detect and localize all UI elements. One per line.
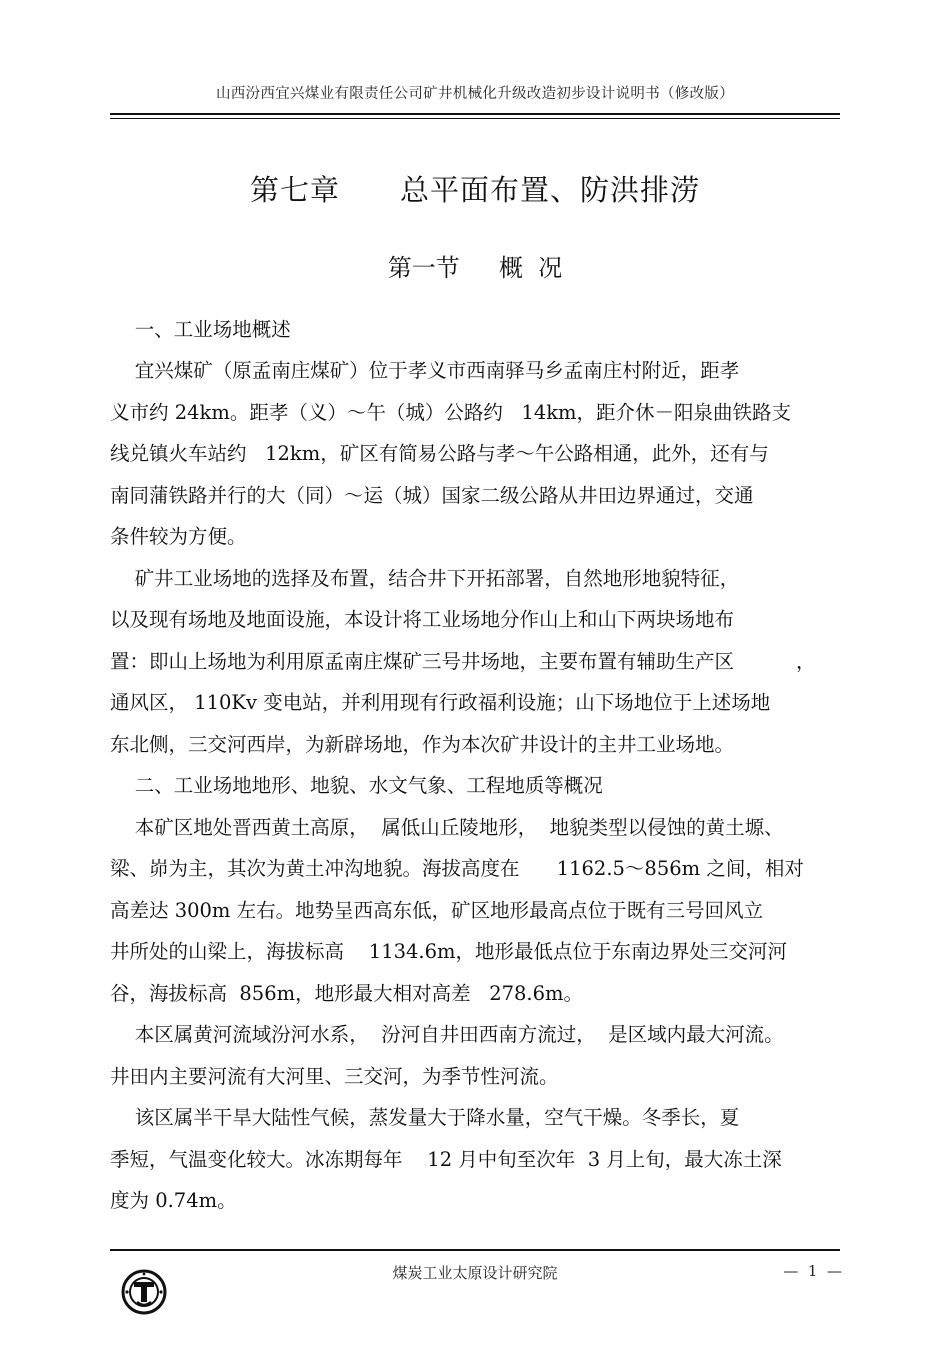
body-line: 以及现有场地及地面设施，本设计将工业场地分作山上和山下两块场地布 <box>110 608 735 631</box>
header-rule-thick <box>110 113 840 115</box>
body-line: 置：即山上场地为利用原孟南庄煤矿三号井场地，主要布置有辅助生产区 ， <box>110 650 816 673</box>
body-line: 井所处的山梁上，海拔标高 1134.6m，地形最低点位于东南边界处三交河河 <box>110 940 788 963</box>
header-rule-thin <box>110 118 840 119</box>
body-line: 二、工业场地地形、地貌、水文气象、工程地质等概况 <box>110 774 603 797</box>
footer-rule <box>110 1249 840 1251</box>
running-header: 山西汾西宜兴煤业有限责任公司矿井机械化升级改造初步设计说明书（修改版） <box>216 86 734 102</box>
body-line: 本区属黄河流域汾河水系， 汾河自井田西南方流过， 是区域内最大河流。 <box>110 1023 784 1046</box>
body-line: 度为 0.74m。 <box>110 1189 237 1212</box>
body-line: 本矿区地处晋西黄土高原， 属低山丘陵地形， 地貌类型以侵蚀的黄土塬、 <box>110 816 784 839</box>
body-line: 季短，气温变化较大。冰冻期每年 12 月中旬至次年 3 月上旬，最大冻土深 <box>110 1148 782 1171</box>
footer-institute: 煤炭工业太原设计研究院 <box>392 1264 558 1282</box>
body-line: 通风区， 110Kv 变电站，并利用现有行政福利设施；山下场地位于上述场地 <box>110 691 771 714</box>
body-line: 南同蒲铁路并行的大（同）～运（城）国家二级公路从井田边界通过，交通 <box>110 484 754 507</box>
body-line: 义市约 24km。距孝（义）～午（城）公路约 14km，距介休－阳泉曲铁路支 <box>110 401 792 424</box>
chapter-title: 第七章 总平面布置、防洪排涝 <box>249 173 700 207</box>
body-line: 东北侧，三交河西岸，为新辟场地，作为本次矿井设计的主井工业场地。 <box>110 733 735 756</box>
body-line: 井田内主要河流有大河里、三交河，为季节性河流。 <box>110 1065 559 1088</box>
body-line: 一、工业场地概述 <box>110 318 291 341</box>
body-line: 谷，海拔标高 856m，地形最大相对高差 278.6m。 <box>110 982 584 1005</box>
body-line: 矿井工业场地的选择及布置，结合井下开拓部署，自然地形地貌特征， <box>110 567 740 590</box>
body-line: 梁、峁为主，其次为黄土冲沟地貌。海拔高度在 1162.5～856m 之间，相对 <box>110 857 804 880</box>
body-line: 高差达 300m 左右。地势呈西高东低，矿区地形最高点位于既有三号回风立 <box>110 899 764 922</box>
body-line: 宜兴煤矿（原孟南庄煤矿）位于孝义市西南驿马乡孟南庄村附近，距孝 <box>110 359 740 382</box>
page-number: — 1 — <box>783 1262 842 1280</box>
body-line: 线兑镇火车站约 12km，矿区有简易公路与孝～午公路相通，此外，还有与 <box>110 442 769 465</box>
section-title: 第一节 概 况 <box>387 254 563 282</box>
body-line: 条件较为方便。 <box>110 525 247 548</box>
body-line: 该区属半干旱大陆性气候，蒸发量大于降水量，空气干燥。冬季长，夏 <box>110 1106 740 1129</box>
